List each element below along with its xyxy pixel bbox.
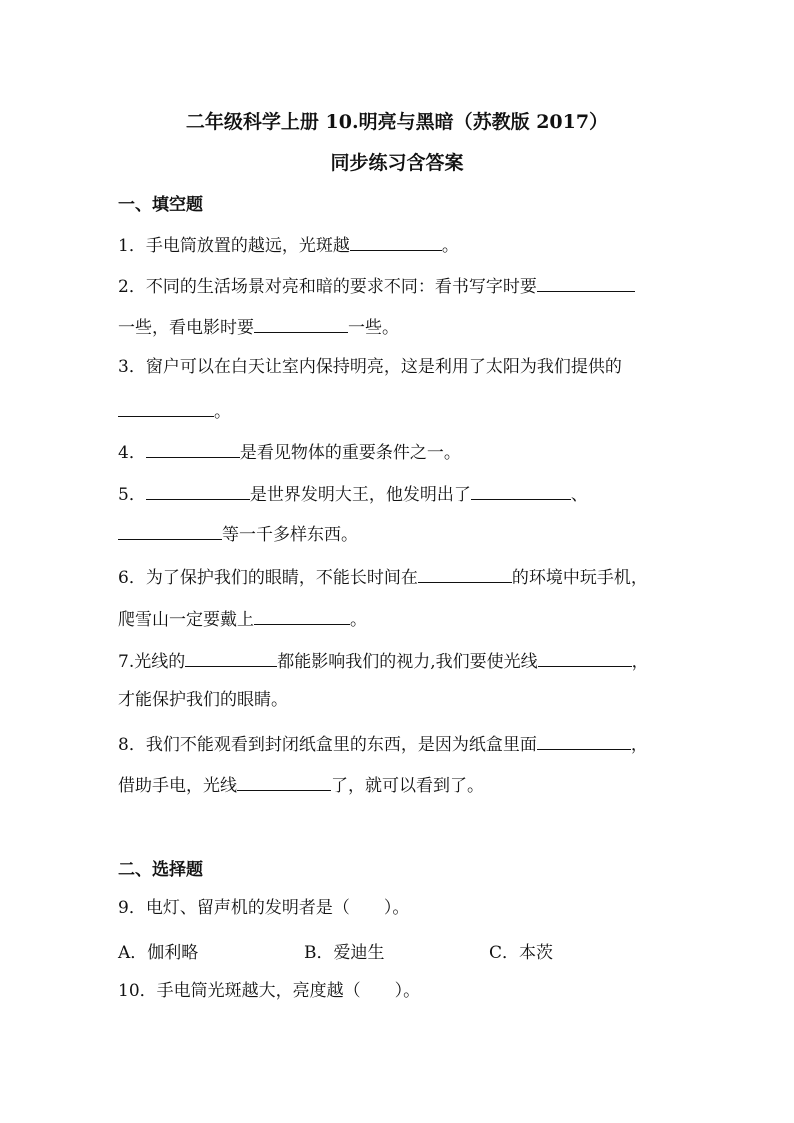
question-text: 。 <box>214 402 231 422</box>
question-5-line-1 <box>118 481 588 506</box>
question-text: ， <box>631 652 649 672</box>
section-fill-in-blank: 一、填空题 <box>118 195 203 215</box>
answer-blank[interactable] <box>237 772 331 791</box>
question-2-line-1 <box>118 273 635 298</box>
question-text: 电灯、留声机的发明者是（ ）。 <box>145 898 410 918</box>
question-text: 一些，看电影时要 <box>118 318 254 338</box>
answer-blank[interactable] <box>118 398 214 417</box>
answer-blank[interactable] <box>471 481 571 500</box>
question-text: ， <box>630 735 648 755</box>
question-text: 窗户可以在白天让室内保持明亮，这是利用了太阳为我们提供的 <box>145 357 622 377</box>
answer-blank[interactable] <box>350 232 442 251</box>
answer-blank[interactable] <box>118 521 222 540</box>
question-number: 8． <box>118 735 146 755</box>
question-text: 是看见物体的重要条件之一。 <box>239 443 461 463</box>
question-text: 爬雪山一定要戴上 <box>118 610 254 630</box>
question-3-line-2 <box>118 398 231 423</box>
section-multiple-choice: 二、选择题 <box>118 860 203 880</box>
question-text: 为了保护我们的眼睛，不能长时间在 <box>145 568 418 588</box>
question-7-line-1 <box>118 648 649 673</box>
question-text: 光线的 <box>134 652 186 672</box>
option-c[interactable]: C．本茨 <box>489 943 554 963</box>
question-text: 、 <box>570 485 588 505</box>
question-text: 。 <box>350 610 367 630</box>
question-text: 不同的生活场景对亮和暗的要求不同：看书写字时要 <box>145 277 537 297</box>
answer-blank[interactable] <box>146 481 250 500</box>
answer-blank[interactable] <box>537 273 635 292</box>
option-b[interactable]: B．爱迪生 <box>304 943 385 963</box>
question-5-line-2 <box>118 521 358 546</box>
answer-blank[interactable] <box>538 648 632 667</box>
answer-blank[interactable] <box>254 606 350 625</box>
option-a[interactable]: A．伽利略 <box>118 943 199 963</box>
question-9 <box>118 897 409 919</box>
question-number: 4． <box>118 443 146 463</box>
question-number: 5． <box>118 485 146 505</box>
answer-blank[interactable] <box>418 564 512 583</box>
question-text: 手电筒放置的越远，光斑越 <box>145 236 350 256</box>
question-number: 6． <box>118 568 146 588</box>
question-number: 2． <box>118 277 146 297</box>
question-7-line-2 <box>118 689 288 711</box>
question-4 <box>118 439 461 464</box>
question-number: 10． <box>118 981 157 1001</box>
question-text: 等一千多样东西。 <box>222 525 358 545</box>
question-number: 9． <box>118 898 146 918</box>
answer-blank[interactable] <box>185 648 277 667</box>
question-text: 手电筒光斑越大，亮度越（ ）。 <box>156 981 421 1001</box>
answer-blank[interactable] <box>254 314 348 333</box>
question-8-line-1 <box>118 731 648 756</box>
answer-blank[interactable] <box>146 439 240 458</box>
question-number: 3． <box>118 357 146 377</box>
question-text: 一些。 <box>348 318 399 338</box>
question-text: 。 <box>441 236 459 256</box>
question-text: 我们不能观看到封闭纸盒里的东西，是因为纸盒里面 <box>145 735 537 755</box>
question-text: 是世界发明大王，他发明出了 <box>249 485 471 505</box>
answer-blank[interactable] <box>537 731 631 750</box>
question-6-line-1 <box>118 564 648 589</box>
question-10 <box>118 980 420 1002</box>
question-number: 7. <box>118 652 135 672</box>
question-1 <box>118 232 459 257</box>
question-3-line-1 <box>118 356 622 378</box>
question-text: 才能保护我们的眼睛。 <box>118 690 288 710</box>
question-text: 的环境中玩手机， <box>511 568 648 588</box>
question-text: 了，就可以看到了。 <box>331 776 484 796</box>
question-6-line-2 <box>118 606 367 631</box>
question-2-line-2 <box>118 314 399 339</box>
page-subtitle: 同步练习含答案 <box>330 152 464 174</box>
question-text: 借助手电，光线 <box>118 776 237 796</box>
page-title: 二年级科学上册 10.明亮与黑暗（苏教版 2017） <box>185 111 609 133</box>
question-text: 都能影响我们的视力,我们要使光线 <box>277 652 538 672</box>
question-number: 1． <box>118 236 146 256</box>
question-8-line-2 <box>118 772 484 797</box>
